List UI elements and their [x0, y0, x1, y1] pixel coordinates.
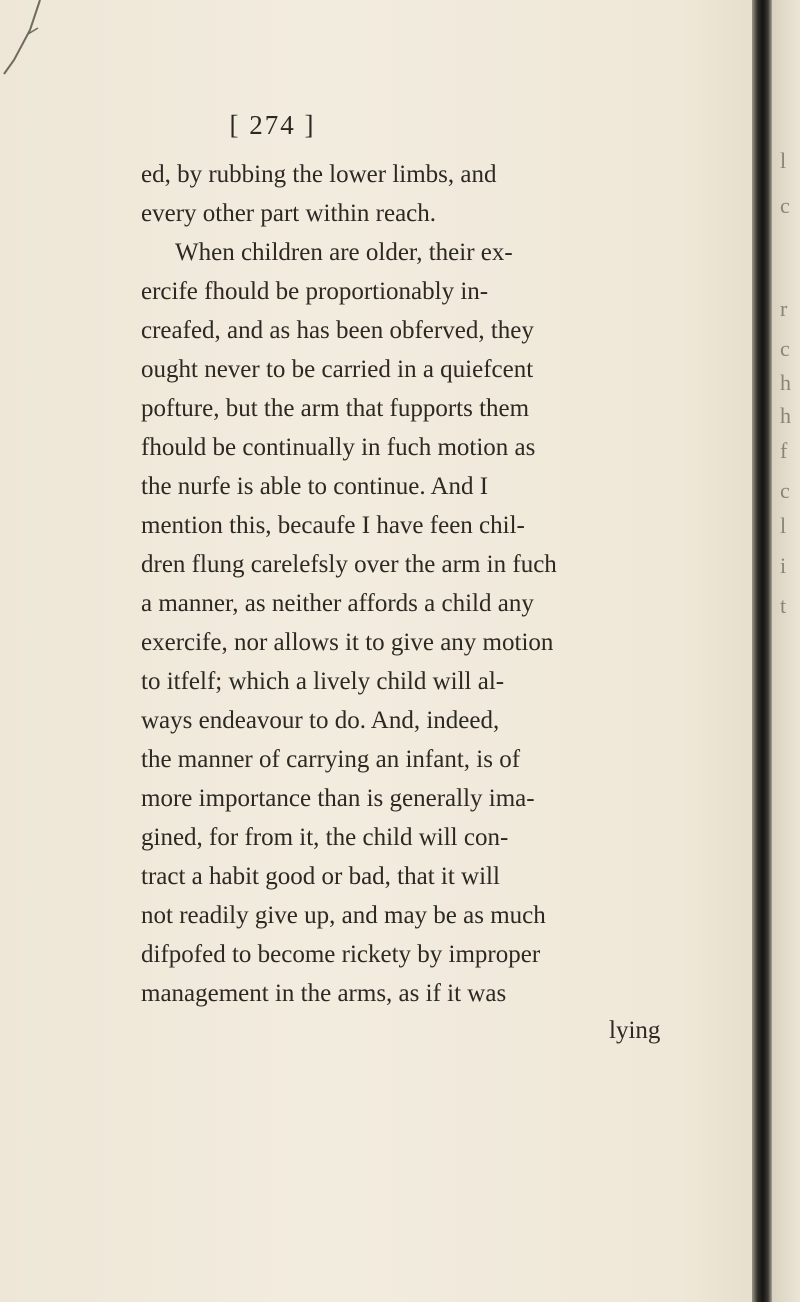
text-line: every other part within reach.: [141, 200, 437, 227]
bleed-glyph: r: [780, 296, 788, 321]
text-line: dren flung carelefsly over the arm in fuch: [141, 551, 557, 578]
text-line: the nurfe is able to continue. And I: [141, 473, 489, 500]
text-line: ercife fhould be proportionably in-: [141, 278, 489, 305]
bleed-glyph: l: [780, 148, 787, 173]
bleed-glyph: t: [780, 593, 787, 618]
text-line: management in the arms, as if it was: [141, 980, 507, 1007]
text-line: more importance than is generally ima-: [141, 785, 535, 812]
text-line: When children are older, their ex-: [175, 239, 513, 266]
text-line: the manner of carrying an infant, is of: [141, 746, 521, 773]
text-line: a manner, as neither affords a child any: [141, 590, 534, 617]
bleed-glyph: i: [780, 553, 787, 578]
text-line: pofture, but the arm that fupports them: [141, 395, 530, 422]
text-line: gined, for from it, the child will con-: [141, 824, 509, 851]
adjacent-page-edge: [772, 0, 800, 1302]
bleed-glyph: h: [780, 403, 791, 428]
page-number-header: [ 274 ]: [229, 110, 316, 140]
text-line: mention this, becaufe I have feen chil-: [141, 512, 525, 539]
bleed-glyph: c: [780, 193, 790, 218]
text-line: fhould be continually in fuch motion as: [141, 434, 536, 461]
book-gutter: [752, 0, 772, 1302]
bleed-glyph: h: [780, 370, 791, 395]
text-line: ed, by rubbing the lower limbs, and: [141, 161, 497, 188]
bleed-glyph: l: [780, 513, 787, 538]
text-line: not readily give up, and may be as much: [141, 902, 546, 929]
bleed-glyph: c: [780, 478, 790, 503]
text-line: creafed, and as has been obferved, they: [141, 317, 534, 344]
bleed-glyph: f: [780, 438, 788, 463]
text-line: difpofed to become rickety by improper: [141, 941, 541, 968]
bleed-glyph: c: [780, 336, 790, 361]
text-line: tract a habit good or bad, that it will: [141, 863, 500, 890]
catchword: lying: [609, 1017, 661, 1044]
text-line: ought never to be carried in a quiefcent: [141, 356, 534, 383]
text-line: to itfelf; which a lively child will al-: [141, 668, 505, 695]
text-line: exercife, nor allows it to give any motion: [141, 629, 554, 656]
text-line: ways endeavour to do. And, indeed,: [141, 707, 500, 734]
